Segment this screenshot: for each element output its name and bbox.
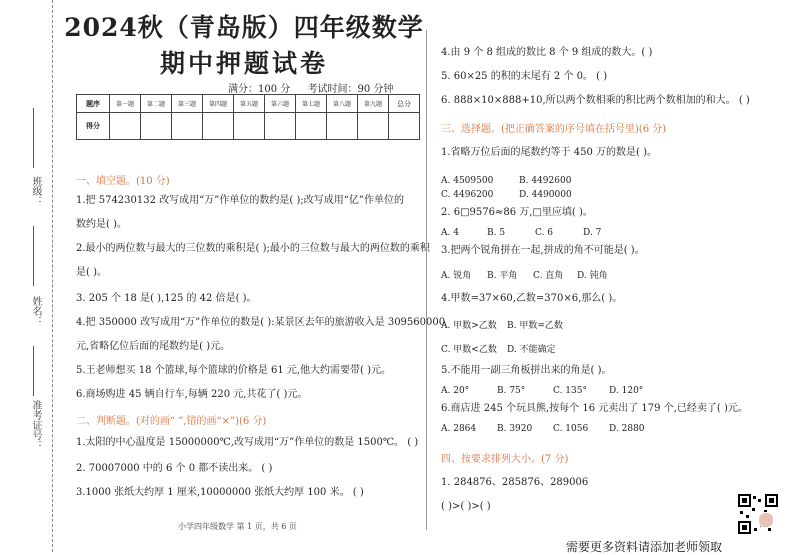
exam-meta xyxy=(228,80,407,95)
name-blank xyxy=(33,226,34,286)
question-line: 5.不能用一副三角板拼出来的角是( )。 xyxy=(441,365,612,376)
option: D. 4490000 xyxy=(519,190,572,200)
score-col: 第七题 xyxy=(296,95,327,113)
option: D. 2880 xyxy=(609,424,645,434)
question-line: 1.把 574230132 改写成用“万”作单位的数约是( );改写成用“亿”作单位的 xyxy=(76,195,404,206)
full-score: 满分：100 分 xyxy=(228,84,291,95)
score-cell xyxy=(172,113,203,140)
question-line: 元,省略亿位后面的尾数约是( )元。 xyxy=(76,341,231,352)
question-line: 数约是( )。 xyxy=(76,219,127,230)
question-line: 6.商场购进 45 辆自行车,每辆 220 元,共花了( )元。 xyxy=(76,389,308,400)
option: A. 4 xyxy=(441,228,459,238)
score-cell xyxy=(141,113,172,140)
question-line: 2. 6□9576≈86 万,□里应填( )。 xyxy=(441,207,593,218)
option: A. 20° xyxy=(441,386,470,396)
option: C. 6 xyxy=(535,228,554,238)
score-col: 第六题 xyxy=(265,95,296,113)
section-order-title: 四、按要求排列大小。(7 分) xyxy=(441,454,569,465)
section-fill-blank-title: 一、填空题。(10 分) xyxy=(76,176,170,187)
question-line: 4.把 350000 改写成用“万”作单位的数是( ):某景区去年的旅游收入是 309560000 xyxy=(76,317,446,328)
option: C. 1056 xyxy=(553,424,589,434)
question-line: 3.1000 张纸大约厚 1 厘米,10000000 张纸大约厚 100 米。 ( ) xyxy=(76,487,364,498)
total-col: 总分 xyxy=(389,95,420,113)
class-blank xyxy=(33,108,34,168)
option: A. 锐角 xyxy=(441,271,472,281)
question-line: 5. 60×25 的积的末尾有 2 个 0。 ( ) xyxy=(441,71,608,82)
option: A. 甲数>乙数 xyxy=(441,321,497,331)
promo-banner: 需要更多资料请添加老师领取 xyxy=(566,540,723,554)
page-footer: 小学四年级数学 第 1 页，共 6 页 xyxy=(178,522,297,531)
binding-margin xyxy=(0,0,58,552)
score-cell xyxy=(203,113,234,140)
option: D. 120° xyxy=(609,386,644,396)
score-cell xyxy=(389,113,420,140)
section-choice-title: 三、选择题。(把正确答案的序号填在括号里)(6 分) xyxy=(441,124,667,135)
cut-line xyxy=(52,0,53,552)
option: D. 7 xyxy=(583,228,602,238)
option: D. 不能确定 xyxy=(507,345,556,355)
question-line: 6.商店进 245 个玩具熊,按每个 16 元卖出了 179 个,已经卖了( )元。 xyxy=(441,403,748,414)
avatar xyxy=(758,512,774,528)
question-line: 2. 70007000 中的 6 个 0 都不读出来。 ( ) xyxy=(76,463,273,474)
exam-title-line2: 期中押题试卷 xyxy=(159,49,328,78)
option: B. 平角 xyxy=(487,271,518,281)
score-cell xyxy=(327,113,358,140)
question-line: 4.由 9 个 8 组成的数比 8 个 9 组成的数大。( ) xyxy=(441,47,653,58)
option: C. 4496200 xyxy=(441,190,494,200)
score-col: 第五题 xyxy=(234,95,265,113)
score-col: 第三题 xyxy=(172,95,203,113)
score-col: 第九题 xyxy=(358,95,389,113)
score-cell xyxy=(358,113,389,140)
name-label: 姓名： xyxy=(30,296,41,326)
score-col: 第四题 xyxy=(203,95,234,113)
option: B. 3920 xyxy=(497,424,533,434)
question-line: 2.最小的两位数与最大的三位数的乘积是( );最小的三位数与最大的两位数的乘积 xyxy=(76,243,430,254)
exam-time: 考试时间：90 分钟 xyxy=(307,84,394,95)
score-col: 第一题 xyxy=(110,95,141,113)
answer-blanks: ( )>( )>( ) xyxy=(441,501,491,512)
option: C. 直角 xyxy=(533,271,564,281)
option: A. 2864 xyxy=(441,424,477,434)
question-line: 4.甲数=37×60,乙数=370×6,那么( )。 xyxy=(441,293,623,304)
score-col: 第二题 xyxy=(141,95,172,113)
class-label: 班级： xyxy=(30,176,41,206)
question-line: 3. 205 个 18 是( ),125 的 42 倍是( )。 xyxy=(76,293,257,304)
option: D. 钝角 xyxy=(577,271,608,281)
section-judge-title: 二、判断题。(对的画“ ”,错的画“×”)(6 分) xyxy=(76,416,267,427)
score-cell xyxy=(296,113,327,140)
score-col: 第八题 xyxy=(327,95,358,113)
score-cell xyxy=(265,113,296,140)
option: C. 135° xyxy=(553,386,587,396)
exam-title-line1: 2024秋（青岛版）四年级数学 xyxy=(64,13,424,42)
question-line: 1.省略万位后面的尾数约等于 450 万的数是( )。 xyxy=(441,147,657,158)
question-line: 1. 284876、285876、289006 xyxy=(441,477,589,488)
score-cell xyxy=(234,113,265,140)
question-line: 3.把两个锐角拼在一起,拼成的角不可能是( )。 xyxy=(441,245,645,256)
exam-number-blank xyxy=(33,346,34,396)
score-row-label: 题序 xyxy=(77,95,110,113)
question-line: 是( )。 xyxy=(76,267,107,278)
score-table xyxy=(76,94,420,140)
question-line: 5.王老师想买 18 个篮球,每个篮球的价格是 61 元,他大约需要带( )元。 xyxy=(76,365,392,376)
score-row-label: 得分 xyxy=(77,113,110,140)
option: B. 75° xyxy=(497,386,526,396)
option: A. 4509500 xyxy=(441,176,494,186)
question-line: 6. 888×10×888+10,所以两个数相乘的积比两个数相加的和大。 ( ) xyxy=(441,95,750,106)
exam-number-label: 准考证号： xyxy=(30,400,41,450)
option: B. 5 xyxy=(487,228,506,238)
column-divider xyxy=(426,30,427,530)
option: B. 4492600 xyxy=(519,176,572,186)
option: C. 甲数<乙数 xyxy=(441,345,497,355)
question-line: 1.太阳的中心温度是 15000000℃,改写成用“万”作单位的数是 1500℃。 ( ) xyxy=(76,437,419,448)
option: B. 甲数=乙数 xyxy=(507,321,563,331)
score-cell xyxy=(110,113,141,140)
